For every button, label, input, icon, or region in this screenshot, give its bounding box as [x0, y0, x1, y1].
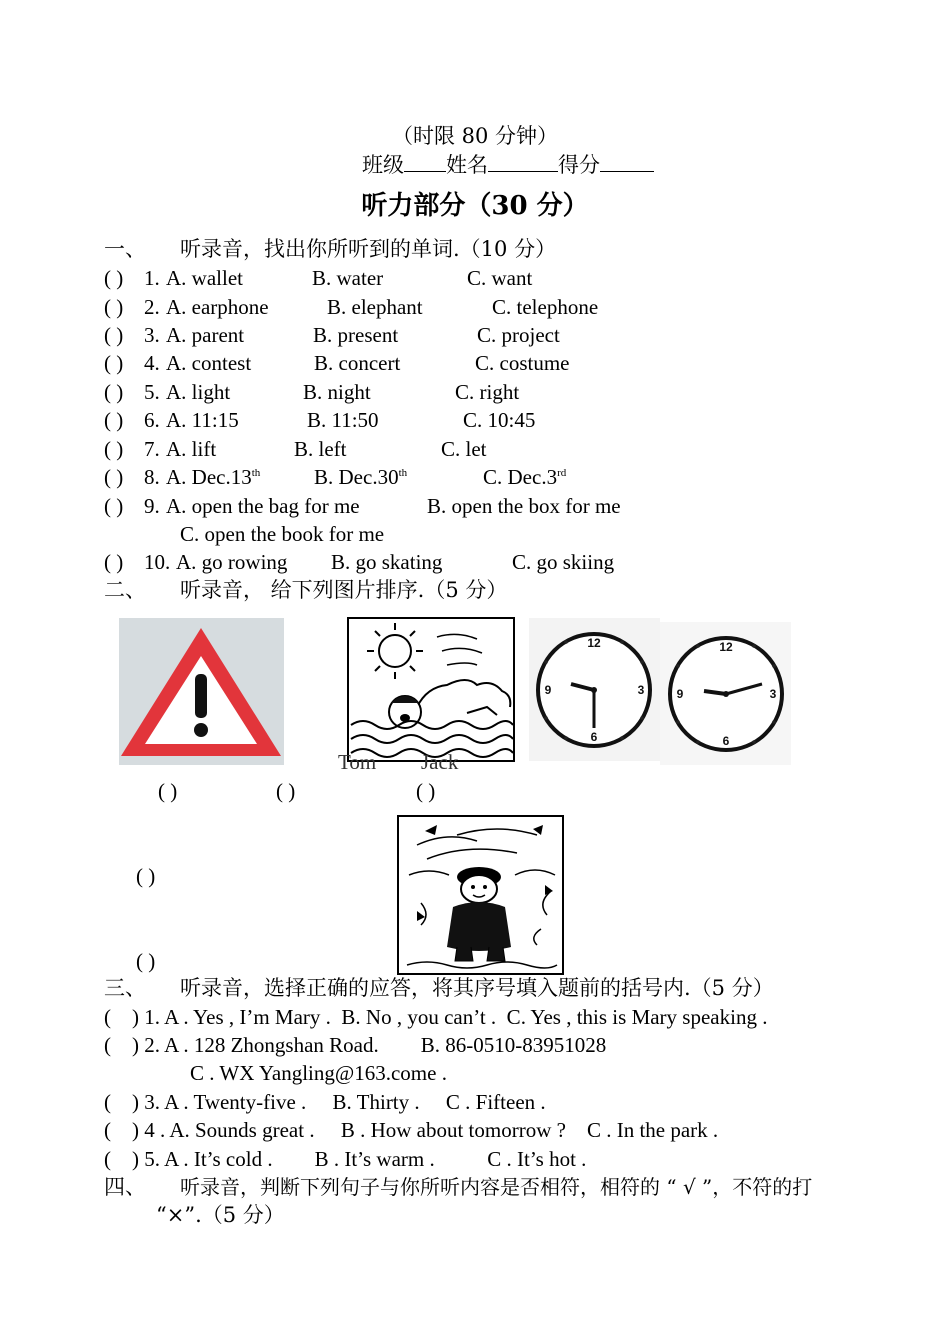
response-row: ( ) 4 . A. Sounds great . B . How about tomorrow ? C . In the park . [104, 1118, 719, 1142]
part4-number: 四、 [104, 1175, 146, 1199]
answer-bracket[interactable]: ( ) [104, 465, 124, 489]
order-blank[interactable]: ( ) [158, 779, 178, 803]
option-b: B. open the box for me [427, 494, 621, 518]
option-a: A. lift [166, 437, 217, 461]
response-row: C . WX Yangling@163.come . [190, 1061, 447, 1085]
swimming-boy-picture [347, 617, 515, 762]
ordinal-suffix: rd [557, 467, 567, 479]
clock-picture [529, 618, 660, 761]
clock-numeral: 9 [676, 687, 684, 701]
name-jack: Jack [421, 750, 459, 774]
student-info-line [362, 152, 654, 178]
option-b: B. water [312, 266, 384, 290]
clock-numeral: 12 [719, 640, 733, 654]
clock-numeral: 6 [722, 734, 730, 748]
option-c: C. right [455, 380, 520, 404]
question-number: 7. [144, 437, 160, 461]
answer-bracket[interactable]: ( ) [104, 351, 124, 375]
response-row: ( ) 2. A . 128 Zhongshan Road. B. 86-0510-83951028 [104, 1033, 607, 1057]
question-number: 4. [144, 351, 160, 375]
part4-instruction: 听录音，判断下列句子与你所听内容是否相符，相符的 “ √ ”，不符的打 [180, 1175, 813, 1199]
part3-number: 三、 [104, 976, 146, 1000]
answer-bracket[interactable]: ( ) [104, 408, 124, 432]
option-c: C. telephone [492, 295, 599, 319]
name-label: 姓名 [446, 153, 488, 177]
part4-instruction-continued: “×”.（5 分） [156, 1203, 285, 1227]
windy-boy-picture [397, 815, 564, 975]
response-row: ( ) 5. A . It’s cold . B . It’s warm . C . It’s hot . [104, 1147, 587, 1171]
clock-numeral: 12 [587, 636, 601, 650]
option-b: B. Dec.30th [314, 465, 408, 489]
option-c: C. open the book for me [180, 522, 385, 546]
order-blank[interactable]: ( ) [276, 779, 296, 803]
option-c: C. go skiing [512, 550, 615, 574]
option-b: B. present [313, 323, 399, 347]
response-row: ( ) 3. A . Twenty-five . B. Thirty . C . Fifteen . [104, 1090, 546, 1114]
option-a: A. 11:15 [166, 408, 239, 432]
question-number: 1. [144, 266, 160, 290]
clock-numeral: 9 [544, 683, 552, 697]
score-blank[interactable] [600, 153, 654, 172]
option-a: A. contest [166, 351, 252, 375]
option-a: A. wallet [166, 266, 243, 290]
option-c: C. let [441, 437, 487, 461]
time-limit: （时限 80 分钟） [391, 124, 559, 148]
question-number: 10. [144, 550, 171, 574]
clock-picture [660, 622, 791, 765]
option-a: A. go rowing [176, 550, 288, 574]
class-blank[interactable] [404, 153, 446, 172]
question-number: 5. [144, 380, 160, 404]
answer-bracket[interactable]: ( ) [104, 380, 124, 404]
question-number: 2. [144, 295, 160, 319]
option-a: A. open the bag for me [166, 494, 360, 518]
option-a: A. light [166, 380, 231, 404]
option-b: B. go skating [331, 550, 443, 574]
warning-sign-picture [119, 618, 284, 765]
answer-bracket[interactable]: ( ) [104, 550, 124, 574]
option-b: B. elephant [327, 295, 423, 319]
question-row [104, 464, 123, 490]
answer-bracket[interactable]: ( ) [104, 494, 124, 518]
option-c: C. Dec.3rd [483, 465, 567, 489]
clock-numeral: 3 [637, 683, 645, 697]
answer-bracket[interactable]: ( ) [104, 266, 124, 290]
option-c: C. project [477, 323, 560, 347]
part3-instruction: 听录音，选择正确的应答，将其序号填入题前的括号内.（5 分） [180, 976, 774, 1000]
order-blank[interactable]: ( ) [416, 779, 436, 803]
ordinal-suffix: th [398, 467, 408, 479]
answer-bracket[interactable]: ( ) [104, 437, 124, 461]
option-b: B. left [294, 437, 347, 461]
option-c: C. 10:45 [463, 408, 536, 432]
name-tom: Tom [338, 750, 377, 774]
score-label: 得分 [558, 153, 600, 177]
option-c: C. want [467, 266, 533, 290]
question-number: 9. [144, 494, 160, 518]
option-a: A. earphone [166, 295, 269, 319]
answer-bracket[interactable]: ( ) [104, 323, 124, 347]
clock-numeral: 6 [590, 730, 598, 744]
answer-bracket[interactable]: ( ) [104, 295, 124, 319]
part1-instruction: 听录音，找出你所听到的单词.（10 分） [180, 237, 557, 261]
clock-numeral: 3 [769, 687, 777, 701]
question-number: 6. [144, 408, 160, 432]
part2-instruction: 听录音， 给下列图片排序.（5 分） [180, 578, 508, 602]
option-b: B. 11:50 [307, 408, 379, 432]
part2-number: 二、 [104, 578, 146, 602]
question-number: 8. [144, 465, 160, 489]
option-c: C. costume [475, 351, 570, 375]
class-label: 班级 [362, 153, 404, 177]
question-number: 3. [144, 323, 160, 347]
option-b: B. concert [314, 351, 401, 375]
order-blank[interactable]: ( ) [136, 864, 156, 888]
section-title: 听力部分（30 分） [361, 191, 589, 221]
ordinal-suffix: th [251, 467, 261, 479]
response-row: ( ) 1. A . Yes , I’m Mary . B. No , you can’t . C. Yes , this is Mary speaking . [104, 1005, 768, 1029]
option-a: A. Dec.13th [166, 465, 261, 489]
order-blank[interactable]: ( ) [136, 949, 156, 973]
name-blank[interactable] [488, 153, 558, 172]
option-b: B. night [303, 380, 371, 404]
option-a: A. parent [166, 323, 245, 347]
part1-number: 一、 [104, 237, 146, 261]
